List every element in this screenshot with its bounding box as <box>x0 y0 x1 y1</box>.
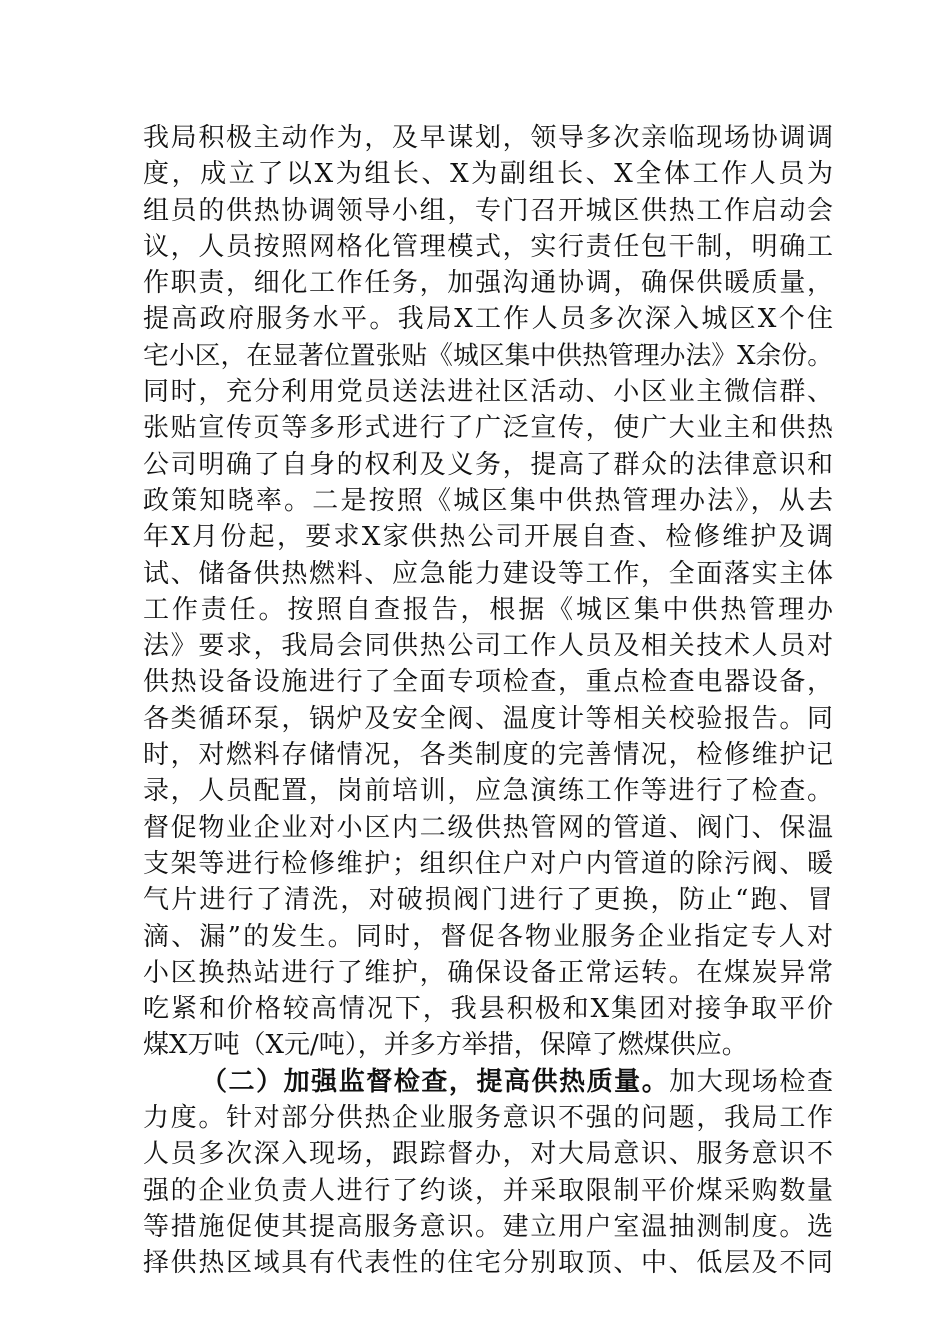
text-line: 公司明确了自身的权利及义务，提高了群众的法律意识和 <box>143 449 833 480</box>
text-line: 吃紧和价格较高情况下，我县积极和X集团对接争取平价 <box>143 994 833 1025</box>
text-line: 年X月份起，要求X家供热公司开展自查、检修维护及调 <box>143 522 833 553</box>
text-line: 试、储备供热燃料、应急能力建设等工作，全面落实主体 <box>143 558 833 589</box>
section-first-line <box>143 1064 833 1100</box>
text-line: 宅小区，在显著位置张贴《城区集中供热管理办法》X余份。 <box>143 340 833 371</box>
text-line: 小区换热站进行了维护，确保设备正常运转。在煤炭异常 <box>143 957 833 988</box>
text-line: 提高政府服务水平。我局X工作人员多次深入城区X个住 <box>143 304 833 335</box>
text-line: 强的企业负责人进行了约谈，并采取限制平价煤采购数量 <box>143 1175 833 1206</box>
text-line: 滴、漏”的发生。同时，督促各物业服务企业指定专人对 <box>143 921 833 952</box>
section-heading: （二）加强监督检查，提高供热质量。 <box>201 1066 670 1097</box>
text-line: 组员的供热协调领导小组，专门召开城区供热工作启动会 <box>143 195 833 226</box>
text-line: 力度。针对部分供热企业服务意识不强的问题，我局工作 <box>143 1103 833 1134</box>
text-line: 供热设备设施进行了全面专项检查，重点检查电器设备， <box>143 667 833 698</box>
text-line: 工作责任。按照自查报告，根据《城区集中供热管理办 <box>143 594 833 625</box>
text-line: 政策知晓率。二是按照《城区集中供热管理办法》，从去 <box>143 485 833 516</box>
text-line: 度，成立了以X为组长、X为副组长、X全体工作人员为 <box>143 159 833 190</box>
text-line: 督促物业企业对小区内二级供热管网的管道、阀门、保温 <box>143 812 833 843</box>
text-line: 人员多次深入现场，跟踪督办，对大局意识、服务意识不 <box>143 1139 833 1170</box>
section-first-line-text: 加大现场检查 <box>669 1066 833 1097</box>
text-line: 时，对燃料存储情况，各类制度的完善情况，检修维护记 <box>143 740 833 771</box>
text-line: 我局积极主动作为，及早谋划，领导多次亲临现场协调调 <box>143 123 833 153</box>
text-line: 同时，充分利用党员送法进社区活动、小区业主微信群、 <box>143 377 833 408</box>
text-line: 录，人员配置，岗前培训，应急演练工作等进行了检查。 <box>143 776 833 807</box>
text-line: 各类循环泵，锅炉及安全阀、温度计等相关校验报告。同 <box>143 703 833 734</box>
text-line: 择供热区域具有代表性的住宅分别取顶、中、低层及不同 <box>143 1248 833 1279</box>
text-line: 法》要求，我局会同供热公司工作人员及相关技术人员对 <box>143 631 833 662</box>
text-line: 等措施促使其提高服务意识。建立用户室温抽测制度。选 <box>143 1211 833 1242</box>
text-line: 张贴宣传页等多形式进行了广泛宣传，使广大业主和供热 <box>143 413 833 444</box>
text-line: 作职责，细化工作任务，加强沟通协调，确保供暖质量， <box>143 268 833 299</box>
text-line: 支架等进行检修维护；组织住户对户内管道的除污阀、暖 <box>143 848 833 879</box>
text-line: 议，人员按照网格化管理模式，实行责任包干制，明确工 <box>143 231 833 262</box>
text-line: 煤X万吨（X元/吨），并多方举措，保障了燃煤供应。 <box>143 1030 748 1061</box>
text-line: 气片进行了清洗，对破损阀门进行了更换，防止“跑、冒 <box>143 885 833 916</box>
body-text <box>143 120 833 1282</box>
